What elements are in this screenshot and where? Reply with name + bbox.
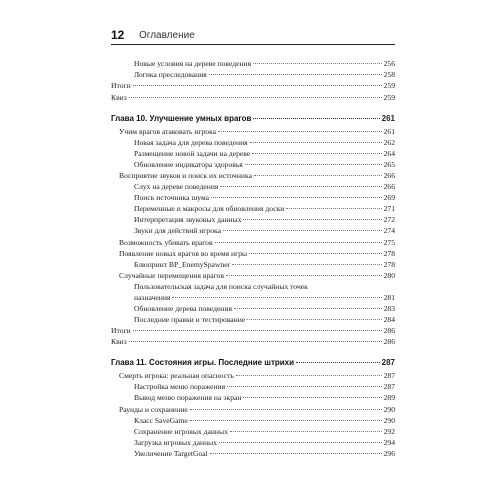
toc-entry-title: Пользовательская задача для поиска случайных точек — [134, 282, 308, 291]
toc-entry — [134, 70, 395, 80]
toc-entry-title: Интерпретация звуковых данных — [134, 215, 242, 224]
dot-leader — [129, 97, 382, 98]
toc-entry-page: 287 — [383, 371, 395, 380]
toc-entry-page: 294 — [383, 438, 395, 447]
dot-leader — [190, 409, 382, 410]
toc-entry — [111, 326, 395, 336]
toc-entry-title: Обновление индикатора здоровья — [134, 160, 243, 169]
dot-leader — [234, 308, 382, 309]
toc-entry-page: 287 — [381, 358, 395, 367]
page-number: 12 — [111, 28, 125, 42]
toc-entry-title: Итоги — [111, 326, 131, 335]
dot-leader — [230, 431, 382, 432]
toc-entry-page: 287 — [383, 382, 395, 391]
toc-entry-page: 269 — [383, 193, 395, 202]
toc-entry-title: Восприятие звуков и поиск их источника — [119, 171, 252, 180]
toc-entry-page: 266 — [383, 171, 395, 180]
toc-entry-title: Настройка меню поражения — [134, 382, 226, 391]
toc-entry-page: 265 — [383, 160, 395, 169]
toc-entry-title: Смерть игрока: реальная опасность — [119, 371, 234, 380]
toc-entry-page: 262 — [383, 138, 395, 147]
dot-leader — [252, 153, 381, 154]
dot-leader — [218, 131, 382, 132]
toc-entry-title: Случайные перемещения врагов — [119, 271, 224, 280]
toc-entry — [119, 371, 395, 381]
toc-entry — [119, 238, 395, 248]
toc-entry-title: назначения — [134, 293, 171, 302]
dot-leader — [133, 85, 382, 86]
toc-entry — [134, 293, 395, 303]
toc-entry — [134, 226, 395, 236]
dot-leader — [219, 442, 382, 443]
toc-entry-title: Блюпринт BP_EnemySpawner — [134, 260, 231, 269]
dot-leader — [190, 420, 382, 421]
dot-leader — [253, 63, 382, 64]
toc-entry — [111, 337, 395, 347]
toc-entry — [134, 149, 395, 159]
toc-entry-page: 283 — [383, 304, 395, 313]
toc-entry-title: Учим врагов атаковать игрока — [119, 127, 217, 136]
dot-leader — [172, 297, 381, 298]
dot-leader — [209, 74, 382, 75]
toc-entry-page: 278 — [383, 249, 395, 258]
toc-entry-title: Появление новых врагов во время игры — [119, 249, 248, 258]
toc-entry-title: Последние правки и тестирование — [134, 315, 246, 324]
toc-entry-title: Класс SaveGame — [134, 416, 188, 425]
toc-entry-title: Вывод меню поражения на экран — [134, 393, 242, 402]
toc-entry-page: 296 — [383, 449, 395, 458]
dot-leader — [253, 118, 379, 119]
toc-entry-title: Квиз — [111, 337, 127, 346]
dot-leader — [226, 275, 382, 276]
dot-leader — [250, 142, 382, 143]
dot-leader — [296, 362, 380, 363]
toc-chapter-heading — [111, 358, 395, 368]
toc-entry — [119, 171, 395, 181]
toc-entry-title: Размещение новой задачи на дереве — [134, 149, 251, 158]
toc-entry-title: Глава 10. Улучшение умных врагов — [111, 114, 252, 123]
running-header-title: Оглавление — [139, 29, 195, 41]
toc-entry — [134, 215, 395, 225]
toc-entry — [134, 449, 395, 459]
dot-leader — [210, 453, 382, 454]
toc-entry-title: Новые условия на дереве поведения — [134, 59, 252, 68]
toc-entry — [134, 182, 395, 192]
toc-entry — [119, 127, 395, 137]
toc-entry-title: Логика преследования — [134, 70, 207, 79]
toc-entry — [134, 160, 395, 170]
toc-entry — [134, 138, 395, 148]
dot-leader — [220, 186, 381, 187]
toc-entry — [134, 260, 395, 270]
toc-entry-page: 286 — [383, 337, 395, 346]
toc-entry — [134, 282, 395, 292]
dot-leader — [249, 253, 381, 254]
toc-entry — [134, 315, 395, 325]
toc-entry-page: 275 — [383, 238, 395, 247]
toc-entry-page: 292 — [383, 427, 395, 436]
toc-entry-page: 264 — [383, 149, 395, 158]
dot-leader — [254, 175, 382, 176]
toc-entry — [134, 427, 395, 437]
toc-entry-page: 259 — [383, 81, 395, 90]
toc-entry — [111, 81, 395, 91]
dot-leader — [236, 375, 382, 376]
toc-entry — [134, 438, 395, 448]
toc-entry — [134, 193, 395, 203]
toc-entry — [119, 405, 395, 415]
toc-entry-page: 290 — [383, 405, 395, 414]
toc-entry-title: Итоги — [111, 81, 131, 90]
dot-leader — [223, 230, 382, 231]
dot-leader — [243, 219, 381, 220]
toc-entry-page: 278 — [383, 260, 395, 269]
toc-entry-page: 280 — [383, 271, 395, 280]
toc-entry-title: Возможность убивать врагов — [119, 238, 213, 247]
dot-leader — [129, 341, 382, 342]
toc-entry-page: 261 — [381, 114, 395, 123]
toc-entry-title: Обновление дерева поведения — [134, 304, 232, 313]
toc-entry-page: 271 — [383, 204, 395, 213]
toc-entry — [134, 393, 395, 403]
toc-entry-title: Сохранение игровых данных — [134, 427, 228, 436]
dot-leader — [232, 264, 382, 265]
toc-entry-title: Квиз — [111, 93, 127, 102]
toc-entry-title: Глава 11. Состояния игры. Последние штрихи — [111, 358, 295, 367]
toc-entry-page: 281 — [383, 293, 395, 302]
toc-entry-title: Поиск источника шума — [134, 193, 210, 202]
toc-entry-page: 256 — [383, 59, 395, 68]
toc-entry-page: 259 — [383, 93, 395, 102]
toc-entry-title: Увеличение TargetGoal — [134, 449, 208, 458]
toc-entry-title: Новая задача для дерева поведения — [134, 138, 248, 147]
dot-leader — [227, 386, 381, 387]
dot-leader — [215, 242, 382, 243]
dot-leader — [247, 319, 381, 320]
toc-entry — [134, 59, 395, 69]
toc-entry-page: 284 — [383, 315, 395, 324]
dot-leader — [243, 397, 381, 398]
toc-entry-page: 274 — [383, 226, 395, 235]
toc-entry-title: Слух на дереве поведения — [134, 182, 219, 191]
dot-leader — [245, 164, 382, 165]
toc-entry-page: 286 — [383, 326, 395, 335]
toc-entry — [134, 304, 395, 314]
toc-entry — [134, 204, 395, 214]
toc-entry-page: 266 — [383, 182, 395, 191]
toc-entry-title: Переменные и макросы для обновления доски — [134, 204, 285, 213]
toc-entry-title: Загрузка игровых данных — [134, 438, 218, 447]
toc-entry-page: 290 — [383, 416, 395, 425]
toc-entry-page: 272 — [383, 215, 395, 224]
toc-entry — [111, 93, 395, 103]
toc-entry — [134, 382, 395, 392]
toc-entry-page: 289 — [383, 393, 395, 402]
toc-chapter-heading — [111, 114, 395, 124]
toc-entry-title: Раунды и сохранение — [119, 405, 188, 414]
dot-leader — [211, 197, 382, 198]
toc-entry-title: Звуки для действий игрока — [134, 226, 221, 235]
toc-entry — [134, 416, 395, 426]
toc-entry-page: 258 — [383, 70, 395, 79]
toc-entry — [119, 249, 395, 259]
dot-leader — [133, 330, 382, 331]
toc-entry — [119, 271, 395, 281]
toc-entry-page: 261 — [383, 127, 395, 136]
dot-leader — [286, 208, 381, 209]
